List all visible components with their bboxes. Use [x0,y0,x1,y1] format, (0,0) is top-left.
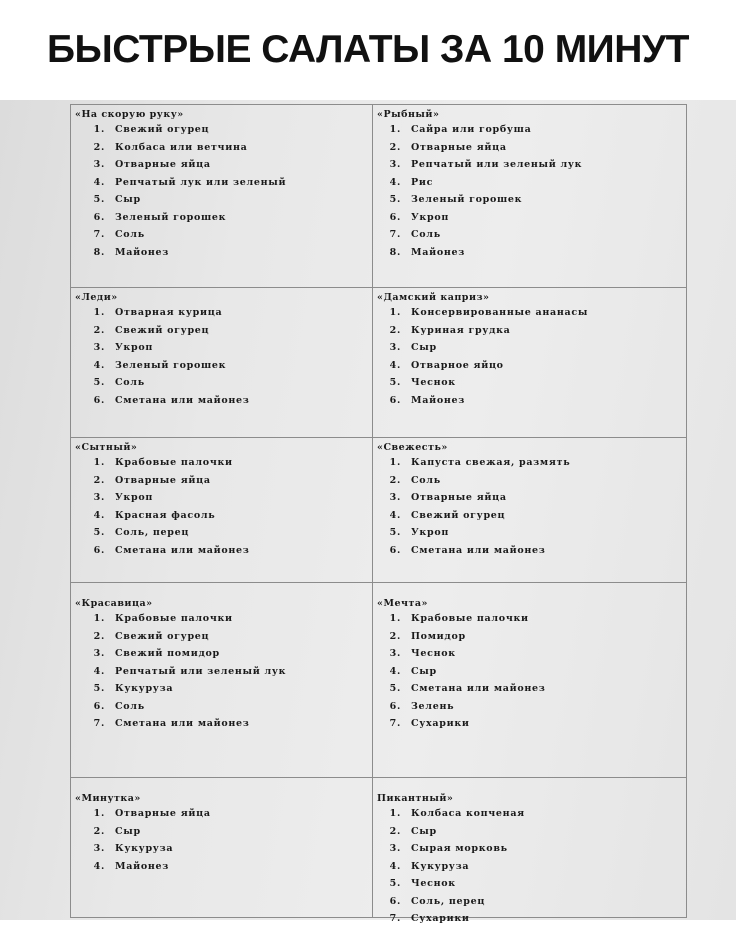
ingredient-number: 3. [93,492,105,503]
ingredient-number: 3. [93,648,105,659]
ingredient-label: Сайра или горбуша [411,124,532,135]
ingredient-item [373,226,686,244]
ingredient-item [71,823,372,841]
ingredient-number: 4. [93,509,105,521]
salad-card [373,583,686,778]
ingredient-number: 8. [93,246,105,258]
ingredient-item [71,209,372,227]
ingredient-item [71,628,372,646]
ingredient-number: 2. [389,474,401,486]
ingredient-item [71,339,372,357]
ingredient-label: Отварные яйца [115,474,211,486]
ingredient-label: Рис [411,176,434,188]
ingredient-item [373,139,686,157]
salad-title: «Рыбный» [377,109,440,120]
ingredient-item [71,489,372,507]
ingredient-item [71,840,372,858]
ingredient-number: 1. [389,613,401,624]
salad-title: «На скорую руку» [75,109,184,120]
ingredient-item [373,628,686,646]
ingredient-item [373,374,686,392]
ingredient-number: 7. [93,229,105,240]
ingredient-item [373,698,686,716]
ingredient-number: 1. [389,307,401,318]
ingredient-number: 4. [389,509,401,521]
ingredient-item [373,322,686,340]
ingredient-item [373,304,686,322]
ingredient-number: 3. [93,843,105,854]
ingredient-item [71,156,372,174]
ingredient-item [373,121,686,139]
ingredient-label: Крабовые палочки [115,457,233,468]
ingredient-number: 5. [93,527,105,538]
ingredient-number: 5. [389,527,401,538]
ingredient-number: 4. [389,665,401,677]
ingredient-label: Чеснок [411,878,456,889]
ingredient-item [373,489,686,507]
ingredient-number: 3. [93,159,105,170]
salad-title: «Красавица» [75,598,153,609]
ingredient-label: Колбаса или ветчина [115,141,248,153]
ingredient-label: Свежий огурец [411,509,506,521]
ingredient-item [373,542,686,560]
ingredient-label: Отварные яйца [115,159,211,170]
ingredient-number: 5. [389,878,401,889]
ingredient-number: 5. [389,194,401,205]
ingredient-item [373,875,686,893]
ingredient-label: Кукуруза [115,683,174,694]
ingredient-item [373,392,686,410]
salad-title: Пикантный» [377,793,454,804]
ingredient-label: Зеленый горошек [411,194,523,205]
ingredient-number: 6. [93,394,105,406]
ingredient-number: 1. [93,307,105,318]
ingredient-label: Укроп [115,492,154,503]
ingredient-label: Зелень [411,700,455,712]
ingredient-number: 1. [389,124,401,135]
ingredient-item [373,524,686,542]
ingredient-item [71,858,372,876]
ingredient-label: Сметана или майонез [115,718,250,729]
ingredient-number: 5. [389,377,401,388]
ingredient-label: Сметана или майонез [411,544,546,556]
ingredient-item [373,209,686,227]
ingredient-number: 3. [389,492,401,503]
ingredient-label: Чеснок [411,648,456,659]
ingredient-number: 7. [389,718,401,729]
ingredient-item [71,174,372,192]
salad-title: «Свежесть» [377,442,448,453]
ingredient-item [71,121,372,139]
ingredient-number: 7. [389,913,401,924]
ingredient-item [373,156,686,174]
ingredient-label: Консервированные ананасы [411,307,589,318]
salad-title: «Минутка» [75,793,141,804]
ingredient-label: Соль [115,229,145,240]
ingredient-number: 6. [389,394,401,406]
ingredient-number: 4. [93,176,105,188]
ingredient-item [71,663,372,681]
salad-card [373,438,686,583]
ingredient-label: Майонез [411,246,466,258]
ingredient-label: Сырая морковь [411,843,508,854]
ingredient-item [71,374,372,392]
ingredient-item [373,174,686,192]
salad-card [71,438,373,583]
page-title: БЫСТРЫЕ САЛАТЫ ЗА 10 МИНУТ [0,0,736,100]
ingredient-item [71,322,372,340]
ingredient-item [373,715,686,733]
ingredient-item [71,542,372,560]
ingredient-number: 1. [93,457,105,468]
ingredient-label: Чеснок [411,377,456,388]
ingredient-label: Сметана или майонез [411,683,546,694]
ingredient-item [373,680,686,698]
ingredient-number: 3. [389,159,401,170]
salad-title: «Мечта» [377,598,428,609]
ingredient-item [373,454,686,472]
ingredient-number: 6. [389,211,401,223]
ingredient-number: 4. [93,359,105,371]
ingredient-number: 1. [93,613,105,624]
ingredient-label: Куриная грудка [411,324,511,336]
ingredient-number: 4. [93,665,105,677]
ingredient-number: 7. [93,718,105,729]
ingredient-label: Помидор [411,630,466,642]
ingredient-number: 3. [389,342,401,353]
ingredient-item [71,454,372,472]
ingredient-label: Соль, перец [411,895,486,907]
ingredient-number: 2. [93,141,105,153]
ingredient-label: Отварные яйца [411,492,507,503]
ingredient-item [373,244,686,262]
ingredient-number: 2. [389,324,401,336]
ingredient-label: Соль [411,474,441,486]
ingredient-label: Кукуруза [115,843,174,854]
ingredient-number: 5. [93,194,105,205]
ingredient-item [71,805,372,823]
ingredient-label: Сыр [411,825,437,837]
ingredient-number: 4. [389,176,401,188]
ingredient-item [71,392,372,410]
ingredient-label: Сухарики [411,913,470,924]
ingredient-item [373,645,686,663]
ingredient-item [71,357,372,375]
ingredient-number: 4. [93,860,105,872]
ingredient-label: Майонез [411,394,466,406]
ingredient-number: 6. [93,544,105,556]
salad-table [70,104,687,924]
ingredient-number: 6. [389,700,401,712]
ingredient-label: Сыр [411,665,437,677]
ingredient-label: Соль, перец [115,527,190,538]
ingredient-label: Репчатый или зеленый лук [411,159,583,170]
ingredient-number: 2. [389,630,401,642]
ingredient-number: 2. [93,474,105,486]
ingredient-number: 1. [389,808,401,819]
ingredient-label: Сыр [411,342,437,353]
ingredient-number: 4. [389,359,401,371]
ingredient-item [373,823,686,841]
salad-title: «Сытный» [75,442,138,453]
ingredient-number: 5. [389,683,401,694]
ingredient-number: 3. [389,843,401,854]
ingredient-item [71,698,372,716]
ingredient-number: 3. [93,342,105,353]
ingredient-label: Укроп [411,211,450,223]
ingredient-item [71,304,372,322]
ingredient-item [71,645,372,663]
ingredient-number: 1. [93,124,105,135]
ingredient-label: Укроп [115,342,154,353]
ingredient-number: 7. [389,229,401,240]
ingredient-item [373,840,686,858]
ingredient-item [71,715,372,733]
ingredient-item [373,357,686,375]
ingredient-label: Майонез [115,860,170,872]
salad-card [71,105,373,288]
salad-card [373,778,686,924]
ingredient-item [373,610,686,628]
ingredient-item [71,524,372,542]
ingredient-label: Свежий огурец [115,630,210,642]
ingredient-label: Соль [115,700,145,712]
salad-card [71,778,373,917]
salad-card [373,105,686,288]
ingredient-number: 5. [93,683,105,694]
salad-title: «Леди» [75,292,118,303]
ingredient-label: Отварные яйца [411,141,507,153]
ingredient-number: 5. [93,377,105,388]
ingredient-number: 2. [93,324,105,336]
ingredient-label: Соль [115,377,145,388]
recipe-sheet [0,100,736,924]
ingredient-label: Репчатый лук или зеленый [115,176,287,188]
ingredient-number: 2. [93,630,105,642]
ingredient-label: Сметана или майонез [115,544,250,556]
ingredient-number: 1. [389,457,401,468]
ingredient-label: Колбаса копченая [411,808,525,819]
salad-card [373,288,686,438]
ingredient-item [373,663,686,681]
salad-card [71,583,373,778]
ingredient-number: 6. [93,211,105,223]
ingredient-item [373,805,686,823]
ingredient-item [71,191,372,209]
ingredient-label: Свежий огурец [115,324,210,336]
ingredient-item [71,680,372,698]
ingredient-label: Красная фасоль [115,509,216,521]
ingredient-label: Сыр [115,194,141,205]
ingredient-label: Зеленый горошек [115,359,227,371]
ingredient-number: 6. [389,544,401,556]
ingredient-label: Укроп [411,527,450,538]
ingredient-item [71,139,372,157]
ingredient-label: Сыр [115,825,141,837]
ingredient-number: 6. [389,895,401,907]
ingredient-item [373,339,686,357]
ingredient-label: Сухарики [411,718,470,729]
ingredient-number: 2. [93,825,105,837]
ingredient-label: Майонез [115,246,170,258]
ingredient-label: Соль [411,229,441,240]
salad-title: «Дамский каприз» [377,292,490,303]
ingredient-item [71,226,372,244]
ingredient-item [373,191,686,209]
ingredient-label: Свежий огурец [115,124,210,135]
ingredient-number: 8. [389,246,401,258]
ingredient-number: 6. [93,700,105,712]
ingredient-item [71,610,372,628]
ingredient-label: Репчатый или зеленый лук [115,665,287,677]
ingredient-label: Отварное яйцо [411,359,504,371]
ingredient-label: Кукуруза [411,860,470,872]
ingredient-label: Отварная курица [115,307,223,318]
ingredient-label: Зеленый горошек [115,211,227,223]
ingredient-number: 3. [389,648,401,659]
ingredient-label: Отварные яйца [115,808,211,819]
ingredient-number: 2. [389,141,401,153]
ingredient-item [373,858,686,876]
ingredient-label: Свежий помидор [115,648,220,659]
ingredient-label: Сметана или майонез [115,394,250,406]
salad-card [71,288,373,438]
ingredient-label: Крабовые палочки [115,613,233,624]
ingredient-number: 1. [93,808,105,819]
ingredient-number: 4. [389,860,401,872]
ingredient-item [71,472,372,490]
ingredient-item [373,910,686,928]
ingredient-item [373,472,686,490]
ingredient-item [373,893,686,911]
ingredient-item [71,507,372,525]
ingredient-label: Крабовые палочки [411,613,529,624]
ingredient-item [373,507,686,525]
ingredient-number: 2. [389,825,401,837]
ingredient-label: Капуста свежая, размять [411,457,571,468]
ingredient-item [71,244,372,262]
